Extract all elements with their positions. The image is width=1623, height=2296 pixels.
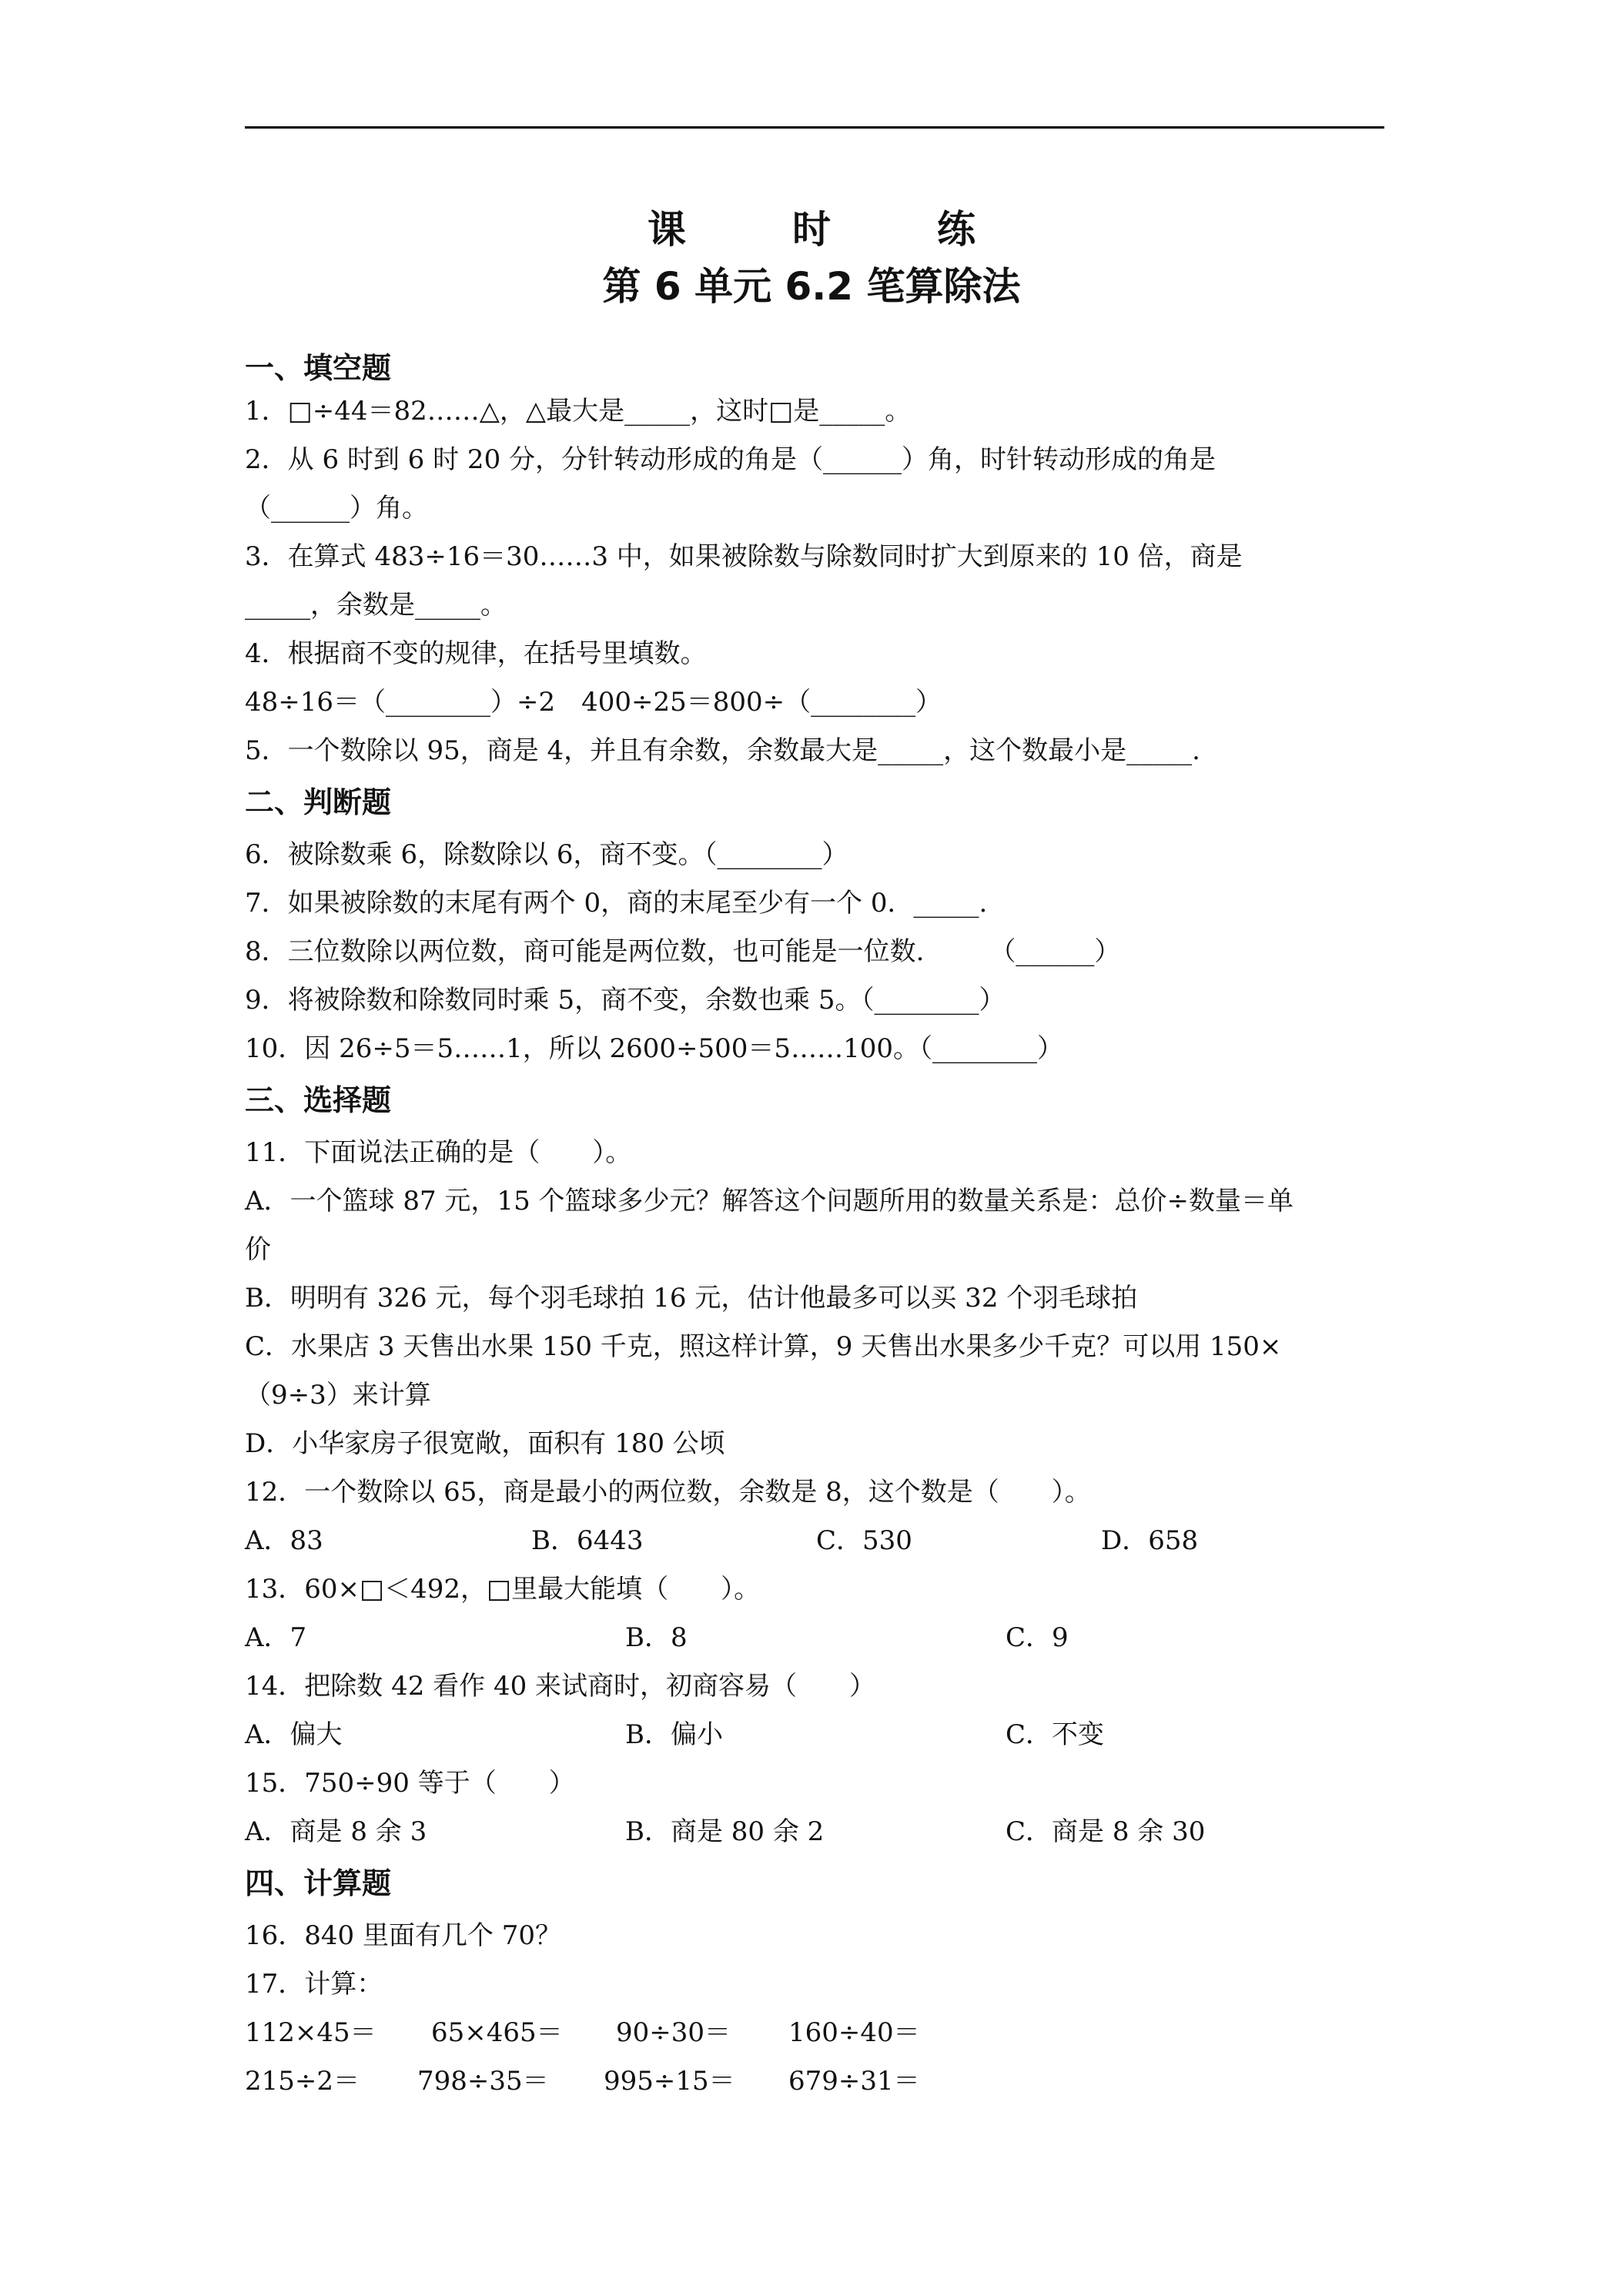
- question-10: 10．因 26÷5＝5……1，所以 2600÷500＝5……100。（________）: [245, 1033, 1063, 1064]
- option-15b: B．商是 80 余 2: [625, 1816, 825, 1847]
- question-12: 12．一个数除以 65，商是最小的两位数，余数是 8，这个数是（ ）。: [245, 1477, 1091, 1508]
- option-13b: B．8: [625, 1622, 688, 1653]
- option-12d: D．658: [1101, 1525, 1199, 1556]
- question-7: 7．如果被除数的末尾有两个 0，商的末尾至少有一个 0．_____.: [245, 888, 988, 919]
- calc-item: 112×45＝: [245, 2017, 376, 2048]
- question-4-line1: 4．根据商不变的规律，在括号里填数。: [245, 638, 707, 669]
- option-11a-line2: 价: [245, 1234, 271, 1265]
- question-2-line1: 2．从 6 时到 6 时 20 分，分针转动形成的角是（______）角，时针转动形成的角是: [245, 444, 1216, 475]
- question-8: 8．三位数除以两位数，商可能是两位数，也可能是一位数. （______）: [245, 936, 1121, 967]
- calc-item: 995÷15＝: [604, 2066, 735, 2097]
- calc-item: 65×465＝: [431, 2017, 563, 2048]
- question-14: 14．把除数 42 看作 40 来试商时，初商容易（ ）: [245, 1671, 876, 1702]
- option-11c-line1: C．水果店 3 天售出水果 150 千克，照这样计算，9 天售出水果多少千克？可以用 150×: [245, 1331, 1282, 1362]
- calc-item: 798÷35＝: [417, 2066, 549, 2097]
- page-title: 课 时 练: [648, 207, 1009, 252]
- question-9: 9．将被除数和除数同时乘 5，商不变，余数也乘 5。（________）: [245, 985, 1006, 1016]
- section-multiple-choice: 三、选择题: [245, 1083, 392, 1117]
- question-15: 15．750÷90 等于（ ）: [245, 1768, 575, 1799]
- question-3-line2: _____，余数是_____。: [245, 590, 507, 621]
- calc-item: 679÷31＝: [788, 2066, 920, 2097]
- section-true-false: 二、判断题: [245, 785, 392, 819]
- question-6: 6．被除数乘 6，除数除以 6，商不变。（________）: [245, 839, 848, 870]
- option-14c: C．不变: [1006, 1719, 1105, 1750]
- option-11b: B．明明有 326 元，每个羽毛球拍 16 元，估计他最多可以买 32 个羽毛球拍: [245, 1283, 1138, 1314]
- calc-item: 90÷30＝: [616, 2017, 731, 2048]
- option-14b: B．偏小: [625, 1719, 723, 1750]
- option-11d: D．小华家房子很宽敞，面积有 180 公顷: [245, 1428, 725, 1459]
- option-12b: B．6443: [531, 1525, 644, 1556]
- option-12a: A．83: [245, 1525, 323, 1556]
- option-14a: A．偏大: [245, 1719, 343, 1750]
- page-subtitle: 第 6 单元 6.2 笔算除法: [602, 264, 1021, 309]
- option-15c: C．商是 8 余 30: [1006, 1816, 1206, 1847]
- question-5: 5．一个数除以 95，商是 4，并且有余数，余数最大是_____，这个数最小是_____.: [245, 735, 1200, 766]
- option-11a-line1: A．一个篮球 87 元，15 个篮球多少元？解答这个问题所用的数量关系是：总价÷数量＝单: [245, 1186, 1293, 1217]
- option-15a: A．商是 8 余 3: [245, 1816, 427, 1847]
- section-fill-blank: 一、填空题: [245, 351, 392, 385]
- section-calculation: 四、计算题: [245, 1866, 392, 1900]
- question-16: 16．840 里面有几个 70？: [245, 1920, 562, 1951]
- question-3-line1: 3．在算式 483÷16＝30……3 中，如果被除数与除数同时扩大到原来的 10 倍，商是: [245, 541, 1243, 572]
- option-13a: A．7: [245, 1622, 307, 1653]
- question-17: 17．计算：: [245, 1969, 383, 2000]
- question-13: 13．60×□＜492，□里最大能填（ ）。: [245, 1574, 761, 1605]
- option-13c: C．9: [1006, 1622, 1069, 1653]
- header-rule: [245, 126, 1384, 129]
- question-11: 11．下面说法正确的是（ ）。: [245, 1137, 632, 1168]
- question-2-line2: （______）角。: [245, 493, 428, 524]
- calc-item: 215÷2＝: [245, 2066, 360, 2097]
- question-1: 1．□÷44＝82……△，△最大是_____，这时□是_____。: [245, 396, 912, 427]
- option-11c-line2: （9÷3）来计算: [245, 1380, 431, 1411]
- question-4-line2: 48÷16＝（________）÷2 400÷25＝800÷（________）: [245, 687, 942, 718]
- calc-item: 160÷40＝: [788, 2017, 920, 2048]
- option-12c: C．530: [816, 1525, 912, 1556]
